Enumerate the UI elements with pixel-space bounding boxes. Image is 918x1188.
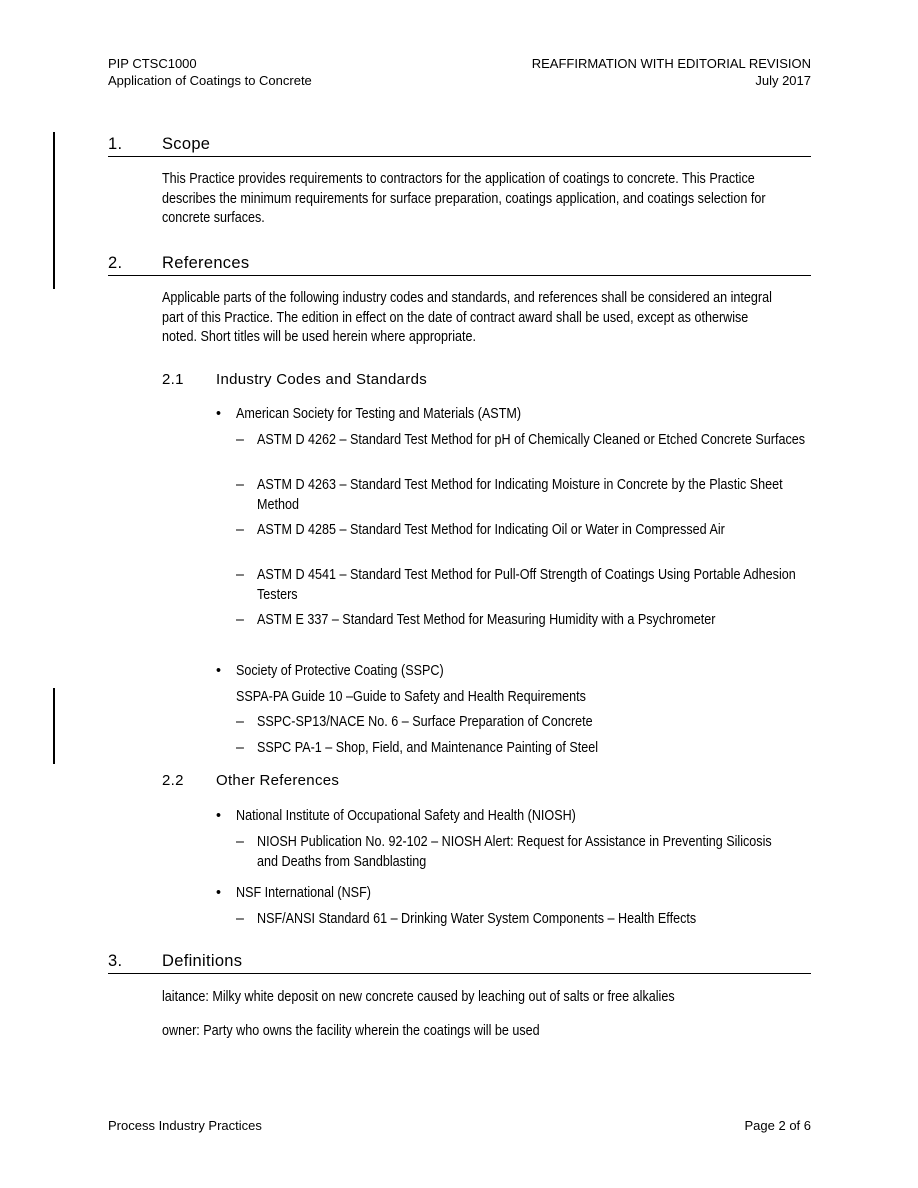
definition-owner: owner: Party who owns the facility wherein the coatings will be used [162, 1023, 540, 1039]
list-item-label: National Institute of Occupational Safety and Health (NIOSH) [236, 808, 576, 824]
list-subitem-text: SSPC-SP13/NACE No. 6 – Surface Preparation of Concrete [257, 714, 593, 730]
list-subitem-text: ASTM E 337 – Standard Test Method for Measuring Humidity with a Psychrometer [257, 612, 716, 628]
list-subitem-text: ASTM D 4285 – Standard Test Method for Indicating Oil or Water in Compressed Air [257, 522, 725, 538]
footer-publisher: Process Industry Practices [108, 1118, 262, 1133]
bullet-icon: • [216, 663, 222, 679]
definition-laitance: laitance: Milky white deposit on new concrete caused by leaching out of salts or free alkalies [162, 989, 675, 1005]
section-title: Definitions [162, 952, 243, 970]
change-bar [53, 688, 55, 764]
subsection-title: Other References [216, 772, 340, 789]
list-subitem-text: ASTM D 4541 – Standard Test Method for Pull-Off Strength of Coatings Using Portable Adhesion Testers [257, 567, 796, 603]
section-title: References [162, 254, 250, 272]
dash-icon: – [236, 911, 244, 927]
dash-icon: – [236, 740, 244, 756]
subsection-title: Industry Codes and Standards [216, 371, 428, 388]
list-subitem-text: ASTM D 4262 – Standard Test Method for pH of Chemically Cleaned or Etched Concrete Surfaces [257, 432, 806, 448]
list-subitem-text: NIOSH Publication No. 92-102 – NIOSH Alert: Request for Assistance in Preventing Silicosis and Deaths from Sandblasting [257, 834, 772, 870]
bullet-icon: • [216, 885, 222, 901]
subsection-number: 2.1 [162, 371, 184, 388]
bullet-icon: • [216, 808, 222, 824]
references-paragraph: Applicable parts of the following industry codes and standards, and references shall be considered an integral part of this Practice. The edition in effect on the date of contract award shall be used, except as otherwise noted. Short titles will be used herein where appropriate. [162, 290, 772, 345]
section-number: 1. [108, 135, 123, 153]
doc-date: July 2017 [755, 73, 811, 88]
doc-id: PIP CTSC1000 [108, 56, 197, 71]
section-heading-references [108, 254, 811, 276]
dash-icon: – [236, 834, 244, 850]
list-item-label: American Society for Testing and Materials (ASTM) [236, 406, 522, 422]
doc-status: REAFFIRMATION WITH EDITORIAL REVISION [531, 56, 811, 71]
list-subitem-text: NSF/ANSI Standard 61 – Drinking Water System Components – Health Effects [257, 911, 697, 927]
dash-icon: – [236, 522, 244, 538]
section-heading-definitions [108, 952, 811, 974]
list-item-label: Society of Protective Coating (SSPC) [236, 663, 444, 679]
list-plain-text: SSPA-PA Guide 10 –Guide to Safety and Health Requirements [236, 689, 586, 705]
bullet-icon: • [216, 406, 222, 422]
dash-icon: – [236, 567, 244, 583]
list-subitem-text: ASTM D 4263 – Standard Test Method for Indicating Moisture in Concrete by the Plastic Sheet Method [257, 477, 783, 513]
list-item-label: NSF International (NSF) [236, 885, 371, 901]
doc-title: Application of Coatings to Concrete [108, 73, 312, 88]
change-bar [53, 132, 55, 289]
dash-icon: – [236, 477, 244, 493]
section-title: Scope [162, 135, 211, 153]
section-heading-scope [108, 135, 811, 157]
scope-paragraph: This Practice provides requirements to contractors for the application of coatings to concrete. This Practice describes the minimum requirements for surface preparation, coatings application, and coatings selection for concrete surfaces. [162, 171, 766, 226]
section-number: 2. [108, 254, 123, 272]
dash-icon: – [236, 714, 244, 730]
subsection-number: 2.2 [162, 772, 184, 789]
dash-icon: – [236, 612, 244, 628]
section-number: 3. [108, 952, 123, 970]
list-subitem-text: SSPC PA-1 – Shop, Field, and Maintenance Painting of Steel [257, 740, 599, 756]
dash-icon: – [236, 432, 244, 448]
page-number: Page 2 of 6 [744, 1118, 811, 1133]
